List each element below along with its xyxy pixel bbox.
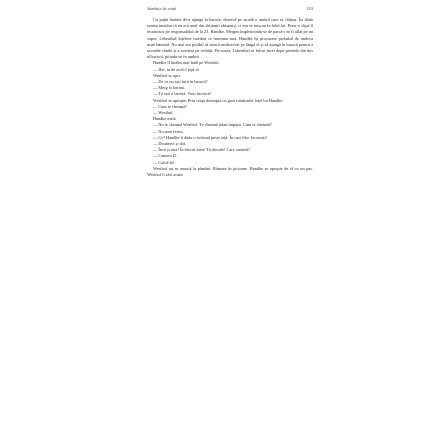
dialogue-line: — Încă și asta! În blocul meu! Ticălosule! Care cameră? bbox=[153, 147, 251, 153]
dialogue-line: — Westhof. bbox=[153, 110, 174, 116]
dialogue-line: — Douăzeci și doi. bbox=[153, 141, 187, 147]
paragraph: Westhof se apropie. Prin ceața deasupra cu greu trăsăturile fețel lui Handke. bbox=[153, 97, 284, 103]
dialogue-line: — Culcă-te! bbox=[153, 159, 175, 165]
paragraph: Westhof nu se aruncă la pământ. Rămase în picioare. Handke se apropie de el cu un pas. Westhof îi zări acum bbox=[147, 165, 313, 178]
dialogue-line: — De ce nu ești încă în baracă? bbox=[153, 79, 208, 85]
dialogue-line: — Cum te cheamă? bbox=[153, 103, 188, 109]
paragraph: Cu puțin înainte de-a ajunge la baracă, observă pe stradă o umbră care se clătina. Își dădu seama imediat că nu era unul din deținuții obișnuiți, ci mu se mișcau în felul lui. Peste o clipă îl recunoscu pe responsabilul de la 23, Handke. Mergea împleticindu-se de parcă s-ar fi aflat pe un vapor. Lebenthal înțelese imediat ce însemna asta. Handke își procurase probabil de undeva niște băutură. Nu mai era posibil să treacă neobservat pe lângă el și să ajungă în baracă pentru a ascunde cănile și a avertiza pe ceilalți. De aceea, Lebenthal se folosi încet după peretele din dos al barăcii, pitindu-se în umbră. bbox=[147, 17, 313, 60]
dialogue-line: — Camera D. bbox=[153, 153, 177, 159]
dialogue-line: — Nu sunt evreu. bbox=[153, 128, 184, 134]
dialogue-line: — Ce? Handke îi dădu o lovitură peste față. În care bloc locuiești? bbox=[153, 134, 268, 140]
dialogue-line: — Merg la latrină. bbox=[153, 85, 185, 91]
paragraph: Handke ezită. bbox=[153, 116, 177, 122]
page-number: 143 bbox=[306, 6, 313, 11]
paragraph: Handke îl întâlni mai întâi pe Westhof. bbox=[153, 60, 220, 66]
dialogue-line: — Nu te cheamă Westhof. Te cheamă jidan împuțit. Cum te cheamă? bbox=[153, 122, 272, 128]
paragraph: Westhof se opri. bbox=[153, 72, 181, 78]
dialogue-line: — Tu ești o latrină. Vino încoace! bbox=[153, 91, 212, 97]
page-header bbox=[147, 6, 313, 16]
dialogue-line: — Hei, tu de acolo! țipă el. bbox=[153, 66, 200, 72]
running-head: Sămânța de viață bbox=[147, 6, 177, 11]
page-body bbox=[147, 17, 313, 178]
